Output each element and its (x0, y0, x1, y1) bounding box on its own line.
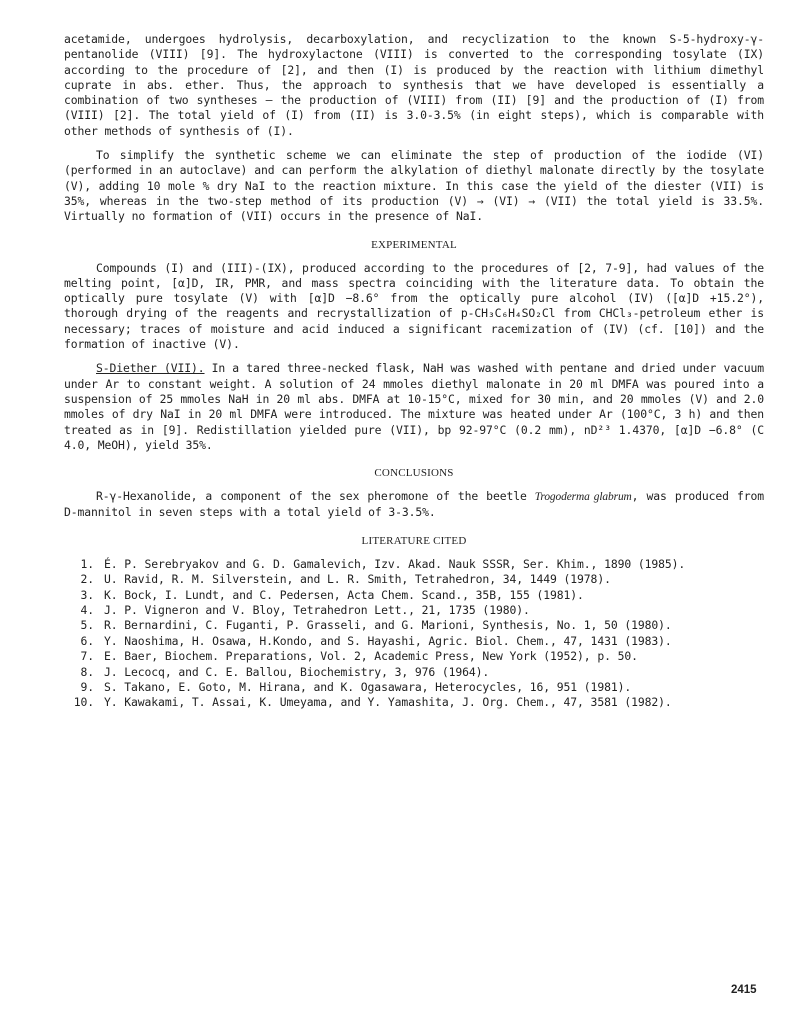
conclusions-text-start: R-γ-Hexanolide, a component of the sex pheromone of the beetle (96, 489, 535, 504)
paragraph-simplified-scheme: To simplify the synthetic scheme we can eliminate the step of production of the iodide (VI) (performed in an autoclave) and can perform the alkylation of diethyl malonate directly by the tosylate (V), adding 10 mole % dry NaI to the reaction mixture. In this case the yield of the diester (VII) is 35%, whereas in the two-step method of its production (V) → (VI) → (VII) the total yield is 33.5%. Virtually no formation of (VII) occurs in the presence of NaI. (64, 148, 764, 224)
reference-item (64, 557, 764, 572)
reference-number: 10. (73, 695, 94, 710)
reference-number: 4. (80, 602, 94, 617)
diether-procedure-text: In a tared three-necked flask, NaH was washed with pentane and dried under vacuum under Ar to constant weight. A solution of 24 mmoles diethyl malonate in 20 ml DMFA was poured into a suspension of 25 mmoles NaH in 20 ml abs. DMFA at 10-15°C, mixed for 30 min, and 20 mmoles (V) and 2.0 mmoles of dry NaI in 20 ml DMFA were introduced. The mixture was heated under Ar (100°C, 3 h) and then treated as in [9]. Redistillation yielded pure (VII), bp 92-97°C (0.2 mm), nD²³ 1.4370, [α]D −6.8° (C 4.0, MeOH), yield 35%. (64, 361, 765, 452)
reference-number: 5. (80, 618, 94, 633)
diether-procedure-title: S-Diether (VII). (96, 361, 205, 376)
heading-experimental: EXPERIMENTAL (371, 238, 457, 251)
heading-literature-cited: LITERATURE CITED (361, 534, 467, 547)
reference-text: J. P. Vigneron and V. Bloy, Tetrahedron Lett., 21, 1735 (1980). (104, 602, 530, 617)
reference-text: R. Bernardini, C. Fuganti, P. Grasseli, and G. Marioni, Synthesis, No. 1, 50 (1980). (104, 618, 672, 633)
reference-number: 7. (80, 649, 94, 664)
reference-number: 2. (80, 572, 94, 587)
reference-text: S. Takano, E. Goto, M. Hirana, and K. Ogasawara, Heterocycles, 16, 951 (1981). (104, 679, 632, 694)
reference-text: É. P. Serebryakov and G. D. Gamalevich, Izv. Akad. Nauk SSSR, Ser. Khim., 1890 (1985). (104, 556, 686, 571)
reference-text: K. Bock, I. Lundt, and C. Pedersen, Acta Chem. Scand., 35B, 155 (1981). (104, 587, 584, 602)
paragraph-diether-procedure (64, 361, 764, 453)
reference-text: J. Lecocq, and C. E. Ballou, Biochemistry, 3, 976 (1964). (104, 664, 490, 679)
paragraph-conclusions (64, 489, 764, 521)
reference-item (64, 680, 764, 695)
reference-item (64, 588, 764, 603)
reference-item (64, 695, 764, 710)
reference-text: Y. Naoshima, H. Osawa, H.Kondo, and S. Hayashi, Agric. Biol. Chem., 47, 1431 (1983). (104, 633, 672, 648)
reference-item (64, 634, 764, 649)
reference-list (64, 557, 764, 711)
reference-item (64, 572, 764, 587)
reference-text: Y. Kawakami, T. Assai, K. Umeyama, and Y. Yamashita, J. Org. Chem., 47, 3581 (1982). (104, 695, 672, 710)
reference-item (64, 618, 764, 633)
reference-item (64, 649, 764, 664)
page-number: 2415 (731, 984, 757, 996)
reference-item (64, 665, 764, 680)
paragraph-synthesis-summary: acetamide, undergoes hydrolysis, decarboxylation, and recyclization to the known S-5-hydroxy-γ-pentanolide (VIII) [9]. The hydroxylactone (VIII) is converted to the corresponding tosylate (IX) according to the procedure of [2], and then (I) is produced by the reaction with lithium dimethyl cuprate in abs. ether. Thus, the approach to synthesis that we have developed is essentially a combination of two syntheses — the production of (VIII) from (II) [9] and the production of (I) from (VIII) [2]. The total yield of (I) from (II) is 3.0-3.5% (in eight steps), which is comparable with other methods of synthesis of (I). (64, 32, 764, 138)
reference-text: U. Ravid, R. M. Silverstein, and L. R. Smith, Tetrahedron, 34, 1449 (1978). (104, 572, 611, 587)
reference-number: 8. (80, 664, 94, 679)
species-name: Trogoderma glabrum (534, 491, 632, 504)
reference-number: 6. (80, 633, 94, 648)
reference-number: 1. (80, 556, 94, 571)
paragraph-compounds: Compounds (I) and (III)-(IX), produced according to the procedures of [2, 7-9], had values of the melting point, [α]D, IR, PMR, and mass spectra coinciding with the literature data. To obtain the optically pure tosylate (V) with [α]D −8.6° from the optically pure alcohol (IV) ([α]D +15.2°), thorough drying of the reagents and recrystallization of p-CH₃C₆H₄SO₂Cl from CHCl₃-petroleum ether is necessary; traces of moisture and acid induced a significant racemization of (IV) (cf. [10]) and the formation of inactive (V). (64, 260, 764, 352)
conclusions-text-end: , was produced from D-mannitol in seven steps with a total yield of 3-3.5%. (64, 489, 764, 520)
reference-item (64, 603, 764, 618)
heading-conclusions: CONCLUSIONS (374, 467, 454, 480)
reference-number: 9. (80, 679, 94, 694)
page-body (64, 32, 764, 711)
reference-text: E. Baer, Biochem. Preparations, Vol. 2, Academic Press, New York (1952), p. 50. (104, 649, 638, 664)
reference-number: 3. (80, 587, 94, 602)
